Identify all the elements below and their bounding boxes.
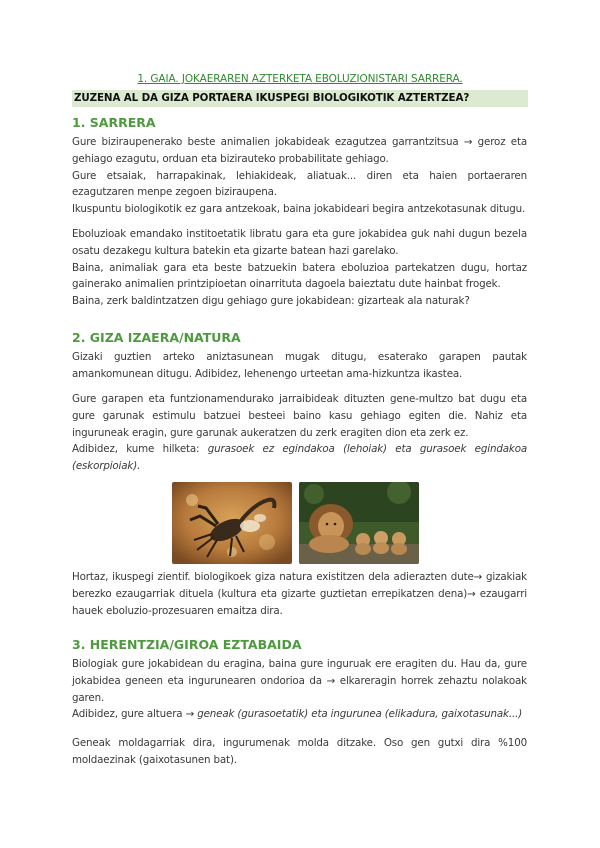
paragraph: Hortaz, ikuspegi zientif. biologikoek giza natura existitzen dela adierazten dute→ gizakiak berezko ezaugarriak dituela (kultura eta gizarte guztietan errepikatzen dena)→ ezaugarri hauek eboluzio-prozesuaren emaitza dira.: [72, 571, 527, 617]
example-italic: geneak (gurasoetatik) eta ingurunea (elikadura, gaixotasunak...): [197, 708, 523, 721]
paragraph: Gure etsaiak, harrapakinak, lehiakideak, aliatuak... diren eta haien portaeraren ezagutzaren menpe zegoen biziraupena.: [72, 169, 527, 199]
lions-photo: [299, 482, 419, 564]
paragraph: Baina, animaliak gara eta beste batzuekin batera eboluzioa partekatzen dugu, hortaz gainerako animalien printzipioetan oinarrituta dagoela baieztatu dute hainbat frogek.: [72, 261, 527, 291]
paragraph: Gizaki guztien arteko aniztasunean mugak ditugu, esaterako garapen pautak amankomunean ditugu. Adibidez, lehenengo urteetan ama-hizkuntza ikastea.: [72, 351, 527, 380]
section-giza-izaera-body: [72, 349, 527, 383]
document-title: 1. GAIA. JOKAERAREN AZTERKETA EBOLUZIONISTARI SARRERA.: [137, 73, 463, 85]
section-heading-sarrera: 1. SARRERA: [72, 115, 156, 130]
section-heading-herentzia: 3. HERENTZIA/GIROA EZTABAIDA: [72, 637, 302, 652]
paragraph: Geneak moldagarriak dira, ingurumenak molda ditzake. Oso gen gutxi dira %100 moldaezinak (gaixotasunen bat).: [72, 737, 527, 766]
paragraph: Biologiak gure jokabidean du eragina, baina gure inguruak ere eragiten du. Hau da, gure jokabidea geneen eta ingurunearen ondorioa da → elkareragin horrek zehaztu nolakoak garen.: [72, 658, 527, 704]
example-lead: Adibidez, gure altuera →: [72, 708, 198, 721]
section-sarrera-body: [72, 134, 527, 218]
example-lead: Adibidez, kume hilketa:: [72, 443, 208, 456]
paragraph: Gure garapen eta funtzionamendurako jarraibideak dituzten gene-multzo bat dugu eta gure garunak estimulu batzuei besteei baino kasu gehiago egiten die. Nahiz eta inguruneak eragin, gure garunak aukeratzen du zerk eragiten dion eta zerk ez.: [72, 393, 527, 439]
section-giza-izaera-body-2: [72, 391, 527, 475]
example-italic: gurasoek ez egindakoa (lehoiak) eta gurasoek egindakoa (eskorpioiak).: [72, 443, 527, 473]
paragraph: [72, 706, 527, 723]
section-herentzia-body-2: [72, 735, 527, 769]
document-subtitle: ZUZENA AL DA GIZA PORTAERA IKUSPEGI BIOLOGIKOTIK AZTERTZEA?: [72, 90, 528, 107]
paragraph: Eboluzioak emandako institoetatik libratu gara eta gure jokabidea guk nahi dugun bezela osatu dezakegu kultura batekin eta gizarte batean hazi garelako.: [72, 228, 527, 257]
paragraph: Ikuspuntu biologikotik ez gara antzekoak, baina jokabideari begira antzekotasunak ditugu.: [72, 203, 526, 216]
section-sarrera-body-2: [72, 226, 527, 310]
paragraph: Gure biziraupenerako beste animalien jokabideak ezagutzea garrantzitsua → geroz eta gehiago ezagutu, orduan eta bizirauteko probabilitate gehiago.: [72, 136, 527, 165]
section-giza-izaera-body-3: [72, 569, 527, 619]
section-herentzia-body: [72, 656, 527, 723]
paragraph: Baina, zerk baldintzatzen digu gehiago gure jokabidean: gizarteak ala naturak?: [72, 295, 470, 308]
paragraph: [72, 441, 527, 475]
section-heading-giza-izaera: 2. GIZA IZAERA/NATURA: [72, 330, 241, 345]
scorpion-photo: [172, 482, 292, 564]
